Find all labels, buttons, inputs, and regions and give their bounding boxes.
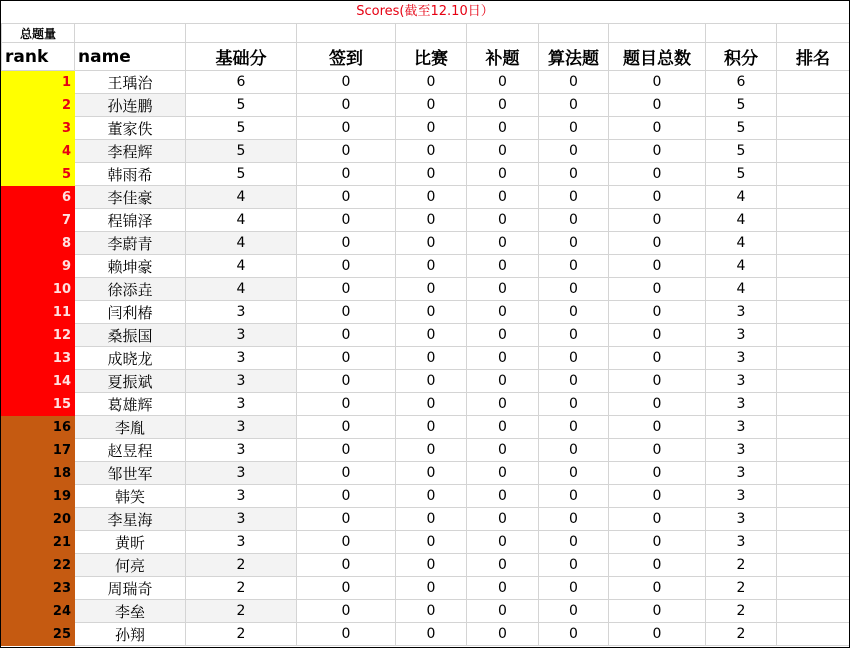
algorithm-cell[interactable]: 0 — [539, 255, 609, 278]
algorithm-cell[interactable]: 0 — [539, 577, 609, 600]
rank-cell[interactable]: 12 — [2, 324, 75, 347]
signin-cell[interactable]: 0 — [297, 439, 396, 462]
name-cell[interactable]: 桑振国 — [75, 324, 186, 347]
signin-cell[interactable]: 0 — [297, 278, 396, 301]
upsolve-cell[interactable]: 0 — [467, 209, 539, 232]
algorithm-cell[interactable]: 0 — [539, 186, 609, 209]
place-cell[interactable] — [777, 140, 850, 163]
signin-cell[interactable]: 0 — [297, 163, 396, 186]
algorithm-cell[interactable]: 0 — [539, 485, 609, 508]
header-points[interactable]: 积分 — [706, 43, 777, 71]
points-cell[interactable]: 2 — [706, 577, 777, 600]
algorithm-cell[interactable]: 0 — [539, 531, 609, 554]
base-score-cell[interactable]: 3 — [186, 393, 297, 416]
contest-cell[interactable]: 0 — [396, 163, 467, 186]
signin-cell[interactable]: 0 — [297, 508, 396, 531]
total-problems-cell[interactable]: 0 — [609, 209, 706, 232]
name-cell[interactable]: 赵昱程 — [75, 439, 186, 462]
rank-cell[interactable]: 17 — [2, 439, 75, 462]
place-cell[interactable] — [777, 186, 850, 209]
place-cell[interactable] — [777, 508, 850, 531]
rank-cell[interactable]: 18 — [2, 462, 75, 485]
contest-cell[interactable]: 0 — [396, 508, 467, 531]
table-row — [2, 71, 850, 94]
place-cell[interactable] — [777, 485, 850, 508]
contest-cell[interactable]: 0 — [396, 94, 467, 117]
algorithm-cell[interactable]: 0 — [539, 347, 609, 370]
signin-cell[interactable]: 0 — [297, 71, 396, 94]
points-cell[interactable]: 5 — [706, 117, 777, 140]
rank-cell[interactable]: 11 — [2, 301, 75, 324]
total-problems-cell[interactable]: 0 — [609, 140, 706, 163]
total-questions-label[interactable]: 总题量 — [2, 24, 75, 43]
contest-cell[interactable]: 0 — [396, 577, 467, 600]
points-cell[interactable]: 3 — [706, 439, 777, 462]
rank-cell[interactable]: 3 — [2, 117, 75, 140]
signin-cell[interactable]: 0 — [297, 577, 396, 600]
header-rank[interactable]: rank — [2, 43, 75, 71]
name-cell[interactable]: 邹世军 — [75, 462, 186, 485]
base-score-cell[interactable]: 4 — [186, 209, 297, 232]
points-cell[interactable]: 5 — [706, 163, 777, 186]
table-row — [2, 416, 850, 439]
rank-cell[interactable]: 13 — [2, 347, 75, 370]
rank-cell[interactable]: 22 — [2, 554, 75, 577]
name-cell[interactable]: 李星海 — [75, 508, 186, 531]
table-row — [2, 94, 850, 117]
header-row — [2, 43, 850, 71]
algorithm-cell[interactable]: 0 — [539, 439, 609, 462]
algorithm-cell[interactable]: 0 — [539, 140, 609, 163]
place-cell[interactable] — [777, 324, 850, 347]
signin-cell[interactable]: 0 — [297, 301, 396, 324]
empty-cell[interactable] — [609, 24, 706, 43]
base-score-cell[interactable]: 4 — [186, 255, 297, 278]
total-problems-cell[interactable]: 0 — [609, 301, 706, 324]
rank-cell[interactable]: 5 — [2, 163, 75, 186]
upsolve-cell[interactable]: 0 — [467, 600, 539, 623]
empty-cell[interactable] — [539, 24, 609, 43]
base-score-cell[interactable]: 3 — [186, 370, 297, 393]
base-score-cell[interactable]: 4 — [186, 278, 297, 301]
base-score-cell[interactable]: 2 — [186, 577, 297, 600]
total-problems-cell[interactable]: 0 — [609, 117, 706, 140]
points-cell[interactable]: 6 — [706, 71, 777, 94]
base-score-cell[interactable]: 3 — [186, 508, 297, 531]
signin-cell[interactable]: 0 — [297, 140, 396, 163]
rank-cell[interactable]: 14 — [2, 370, 75, 393]
place-cell[interactable] — [777, 370, 850, 393]
place-cell[interactable] — [777, 255, 850, 278]
upsolve-cell[interactable]: 0 — [467, 416, 539, 439]
points-cell[interactable]: 3 — [706, 347, 777, 370]
points-cell[interactable]: 3 — [706, 508, 777, 531]
total-problems-cell[interactable]: 0 — [609, 439, 706, 462]
base-score-cell[interactable]: 2 — [186, 623, 297, 646]
points-cell[interactable]: 4 — [706, 186, 777, 209]
place-cell[interactable] — [777, 600, 850, 623]
algorithm-cell[interactable]: 0 — [539, 117, 609, 140]
points-cell[interactable]: 5 — [706, 94, 777, 117]
total-problems-cell[interactable]: 0 — [609, 531, 706, 554]
table-row — [2, 623, 850, 646]
place-cell[interactable] — [777, 416, 850, 439]
rank-cell[interactable]: 9 — [2, 255, 75, 278]
base-score-cell[interactable]: 3 — [186, 531, 297, 554]
total-problems-cell[interactable]: 0 — [609, 347, 706, 370]
base-score-cell[interactable]: 4 — [186, 232, 297, 255]
name-cell[interactable]: 李蔚青 — [75, 232, 186, 255]
points-cell[interactable]: 4 — [706, 232, 777, 255]
signin-cell[interactable]: 0 — [297, 117, 396, 140]
signin-cell[interactable]: 0 — [297, 416, 396, 439]
header-contest[interactable]: 比赛 — [396, 43, 467, 71]
algorithm-cell[interactable]: 0 — [539, 94, 609, 117]
contest-cell[interactable]: 0 — [396, 301, 467, 324]
points-cell[interactable]: 2 — [706, 554, 777, 577]
empty-cell[interactable] — [75, 24, 186, 43]
header-algorithm[interactable]: 算法题 — [539, 43, 609, 71]
empty-cell[interactable] — [396, 24, 467, 43]
table-row — [2, 600, 850, 623]
table-row — [2, 439, 850, 462]
header-place[interactable]: 排名 — [777, 43, 850, 71]
table-row — [2, 347, 850, 370]
name-cell[interactable]: 孙翔 — [75, 623, 186, 646]
base-score-cell[interactable]: 5 — [186, 163, 297, 186]
points-cell[interactable]: 3 — [706, 485, 777, 508]
upsolve-cell[interactable]: 0 — [467, 554, 539, 577]
empty-cell[interactable] — [777, 24, 850, 43]
signin-cell[interactable]: 0 — [297, 324, 396, 347]
total-problems-cell[interactable]: 0 — [609, 508, 706, 531]
upsolve-cell[interactable]: 0 — [467, 577, 539, 600]
base-score-cell[interactable]: 3 — [186, 462, 297, 485]
upsolve-cell[interactable]: 0 — [467, 301, 539, 324]
rank-cell[interactable]: 25 — [2, 623, 75, 646]
total-problems-cell[interactable]: 0 — [609, 278, 706, 301]
points-cell[interactable]: 4 — [706, 255, 777, 278]
table-row — [2, 485, 850, 508]
upsolve-cell[interactable]: 0 — [467, 140, 539, 163]
name-cell[interactable]: 李程辉 — [75, 140, 186, 163]
name-cell[interactable]: 徐添垚 — [75, 278, 186, 301]
signin-cell[interactable]: 0 — [297, 94, 396, 117]
points-cell[interactable]: 2 — [706, 623, 777, 646]
rank-cell[interactable]: 19 — [2, 485, 75, 508]
total-problems-cell[interactable]: 0 — [609, 71, 706, 94]
base-score-cell[interactable]: 3 — [186, 416, 297, 439]
table-row — [2, 255, 850, 278]
algorithm-cell[interactable]: 0 — [539, 278, 609, 301]
upsolve-cell[interactable]: 0 — [467, 278, 539, 301]
empty-cell[interactable] — [706, 24, 777, 43]
base-score-cell[interactable]: 5 — [186, 117, 297, 140]
base-score-cell[interactable]: 3 — [186, 485, 297, 508]
rank-cell[interactable]: 16 — [2, 416, 75, 439]
points-cell[interactable]: 4 — [706, 209, 777, 232]
total-problems-cell[interactable]: 0 — [609, 163, 706, 186]
algorithm-cell[interactable]: 0 — [539, 301, 609, 324]
algorithm-cell[interactable]: 0 — [539, 232, 609, 255]
name-cell[interactable]: 韩笑 — [75, 485, 186, 508]
contest-cell[interactable]: 0 — [396, 324, 467, 347]
points-cell[interactable]: 3 — [706, 462, 777, 485]
contest-cell[interactable]: 0 — [396, 462, 467, 485]
points-cell[interactable]: 3 — [706, 324, 777, 347]
header-upsolve[interactable]: 补题 — [467, 43, 539, 71]
rank-cell[interactable]: 10 — [2, 278, 75, 301]
algorithm-cell[interactable]: 0 — [539, 370, 609, 393]
table-row — [2, 232, 850, 255]
name-cell[interactable]: 孙连鹏 — [75, 94, 186, 117]
algorithm-cell[interactable]: 0 — [539, 462, 609, 485]
table-row — [2, 462, 850, 485]
contest-cell[interactable]: 0 — [396, 485, 467, 508]
table-row — [2, 324, 850, 347]
name-cell[interactable]: 董家佚 — [75, 117, 186, 140]
total-problems-cell[interactable]: 0 — [609, 324, 706, 347]
table-row — [2, 393, 850, 416]
table-row — [2, 209, 850, 232]
base-score-cell[interactable]: 3 — [186, 301, 297, 324]
upsolve-cell[interactable]: 0 — [467, 163, 539, 186]
upsolve-cell[interactable]: 0 — [467, 485, 539, 508]
table-row — [2, 370, 850, 393]
algorithm-cell[interactable]: 0 — [539, 554, 609, 577]
signin-cell[interactable]: 0 — [297, 554, 396, 577]
place-cell[interactable] — [777, 623, 850, 646]
place-cell[interactable] — [777, 232, 850, 255]
base-score-cell[interactable]: 3 — [186, 439, 297, 462]
base-score-cell[interactable]: 3 — [186, 324, 297, 347]
total-problems-cell[interactable]: 0 — [609, 370, 706, 393]
contest-cell[interactable]: 0 — [396, 370, 467, 393]
table-row — [2, 508, 850, 531]
algorithm-cell[interactable]: 0 — [539, 623, 609, 646]
name-cell[interactable]: 李佳豪 — [75, 186, 186, 209]
signin-cell[interactable]: 0 — [297, 462, 396, 485]
signin-cell[interactable]: 0 — [297, 209, 396, 232]
total-problems-cell[interactable]: 0 — [609, 485, 706, 508]
total-problems-cell[interactable]: 0 — [609, 554, 706, 577]
contest-cell[interactable]: 0 — [396, 117, 467, 140]
total-problems-cell[interactable]: 0 — [609, 232, 706, 255]
table-row — [2, 163, 850, 186]
table-row — [2, 278, 850, 301]
algorithm-cell[interactable]: 0 — [539, 600, 609, 623]
base-score-cell[interactable]: 5 — [186, 94, 297, 117]
name-cell[interactable]: 夏振斌 — [75, 370, 186, 393]
rank-cell[interactable]: 4 — [2, 140, 75, 163]
name-cell[interactable]: 王瑀治 — [75, 71, 186, 94]
contest-cell[interactable]: 0 — [396, 209, 467, 232]
contest-cell[interactable]: 0 — [396, 140, 467, 163]
place-cell[interactable] — [777, 278, 850, 301]
upsolve-cell[interactable]: 0 — [467, 531, 539, 554]
upsolve-cell[interactable]: 0 — [467, 117, 539, 140]
table-row — [2, 140, 850, 163]
points-cell[interactable]: 3 — [706, 531, 777, 554]
upsolve-cell[interactable]: 0 — [467, 623, 539, 646]
rank-cell[interactable]: 6 — [2, 186, 75, 209]
rank-cell[interactable]: 24 — [2, 600, 75, 623]
contest-cell[interactable]: 0 — [396, 71, 467, 94]
table-row — [2, 186, 850, 209]
algorithm-cell[interactable]: 0 — [539, 416, 609, 439]
place-cell[interactable] — [777, 577, 850, 600]
base-score-cell[interactable]: 2 — [186, 600, 297, 623]
upsolve-cell[interactable]: 0 — [467, 393, 539, 416]
contest-cell[interactable]: 0 — [396, 393, 467, 416]
contest-cell[interactable]: 0 — [396, 623, 467, 646]
place-cell[interactable] — [777, 117, 850, 140]
name-cell[interactable]: 李胤 — [75, 416, 186, 439]
algorithm-cell[interactable]: 0 — [539, 508, 609, 531]
name-cell[interactable]: 韩雨希 — [75, 163, 186, 186]
algorithm-cell[interactable]: 0 — [539, 163, 609, 186]
points-cell[interactable]: 3 — [706, 416, 777, 439]
total-problems-cell[interactable]: 0 — [609, 416, 706, 439]
empty-cell[interactable] — [297, 24, 396, 43]
contest-cell[interactable]: 0 — [396, 600, 467, 623]
rank-cell[interactable]: 15 — [2, 393, 75, 416]
base-score-cell[interactable]: 3 — [186, 347, 297, 370]
place-cell[interactable] — [777, 163, 850, 186]
place-cell[interactable] — [777, 462, 850, 485]
rank-cell[interactable]: 2 — [2, 94, 75, 117]
contest-cell[interactable]: 0 — [396, 531, 467, 554]
upsolve-cell[interactable]: 0 — [467, 347, 539, 370]
name-cell[interactable]: 赖坤豪 — [75, 255, 186, 278]
upsolve-cell[interactable]: 0 — [467, 439, 539, 462]
place-cell[interactable] — [777, 301, 850, 324]
name-cell[interactable]: 周瑞奇 — [75, 577, 186, 600]
signin-cell[interactable]: 0 — [297, 393, 396, 416]
header-signin[interactable]: 签到 — [297, 43, 396, 71]
points-cell[interactable]: 5 — [706, 140, 777, 163]
algorithm-cell[interactable]: 0 — [539, 209, 609, 232]
empty-cell[interactable] — [467, 24, 539, 43]
points-cell[interactable]: 4 — [706, 278, 777, 301]
name-cell[interactable]: 葛雄辉 — [75, 393, 186, 416]
name-cell[interactable]: 黄昕 — [75, 531, 186, 554]
scores-table — [1, 23, 850, 646]
header-total-problems[interactable]: 题目总数 — [609, 43, 706, 71]
contest-cell[interactable]: 0 — [396, 416, 467, 439]
algorithm-cell[interactable]: 0 — [539, 324, 609, 347]
table-row — [2, 554, 850, 577]
total-problems-cell[interactable]: 0 — [609, 94, 706, 117]
total-problems-cell[interactable]: 0 — [609, 623, 706, 646]
total-problems-cell[interactable]: 0 — [609, 393, 706, 416]
name-cell[interactable]: 程锦泽 — [75, 209, 186, 232]
rank-cell[interactable]: 21 — [2, 531, 75, 554]
table-row — [2, 577, 850, 600]
base-score-cell[interactable]: 5 — [186, 140, 297, 163]
name-cell[interactable]: 成晓龙 — [75, 347, 186, 370]
signin-cell[interactable]: 0 — [297, 186, 396, 209]
points-cell[interactable]: 3 — [706, 393, 777, 416]
place-cell[interactable] — [777, 71, 850, 94]
contest-cell[interactable]: 0 — [396, 232, 467, 255]
total-problems-cell[interactable]: 0 — [609, 255, 706, 278]
rank-cell[interactable]: 7 — [2, 209, 75, 232]
rank-cell[interactable]: 8 — [2, 232, 75, 255]
signin-cell[interactable]: 0 — [297, 232, 396, 255]
total-problems-cell[interactable]: 0 — [609, 186, 706, 209]
place-cell[interactable] — [777, 347, 850, 370]
header-base-score[interactable]: 基础分 — [186, 43, 297, 71]
upsolve-cell[interactable]: 0 — [467, 94, 539, 117]
points-cell[interactable]: 3 — [706, 301, 777, 324]
name-cell[interactable]: 何亮 — [75, 554, 186, 577]
signin-cell[interactable]: 0 — [297, 531, 396, 554]
upsolve-cell[interactable]: 0 — [467, 370, 539, 393]
rank-cell[interactable]: 20 — [2, 508, 75, 531]
algorithm-cell[interactable]: 0 — [539, 71, 609, 94]
table-row — [2, 117, 850, 140]
place-cell[interactable] — [777, 393, 850, 416]
place-cell[interactable] — [777, 209, 850, 232]
contest-cell[interactable]: 0 — [396, 347, 467, 370]
table-row — [2, 301, 850, 324]
rank-cell[interactable]: 1 — [2, 71, 75, 94]
total-problems-cell[interactable]: 0 — [609, 577, 706, 600]
place-cell[interactable] — [777, 94, 850, 117]
name-cell[interactable]: 李垒 — [75, 600, 186, 623]
base-score-cell[interactable]: 4 — [186, 186, 297, 209]
total-problems-cell[interactable]: 0 — [609, 462, 706, 485]
upsolve-cell[interactable]: 0 — [467, 71, 539, 94]
total-label-row — [2, 24, 850, 43]
header-name[interactable]: name — [75, 43, 186, 71]
algorithm-cell[interactable]: 0 — [539, 393, 609, 416]
upsolve-cell[interactable]: 0 — [467, 508, 539, 531]
empty-cell[interactable] — [186, 24, 297, 43]
signin-cell[interactable]: 0 — [297, 485, 396, 508]
points-cell[interactable]: 3 — [706, 370, 777, 393]
signin-cell[interactable]: 0 — [297, 370, 396, 393]
place-cell[interactable] — [777, 439, 850, 462]
signin-cell[interactable]: 0 — [297, 600, 396, 623]
signin-cell[interactable]: 0 — [297, 347, 396, 370]
place-cell[interactable] — [777, 531, 850, 554]
contest-cell[interactable]: 0 — [396, 439, 467, 462]
upsolve-cell[interactable]: 0 — [467, 186, 539, 209]
rank-cell[interactable]: 23 — [2, 577, 75, 600]
contest-cell[interactable]: 0 — [396, 554, 467, 577]
upsolve-cell[interactable]: 0 — [467, 255, 539, 278]
table-row — [2, 531, 850, 554]
total-problems-cell[interactable]: 0 — [609, 600, 706, 623]
upsolve-cell[interactable]: 0 — [467, 462, 539, 485]
sheet-title[interactable]: Scores(截至12.10日） — [1, 1, 849, 24]
contest-cell[interactable]: 0 — [396, 255, 467, 278]
contest-cell[interactable]: 0 — [396, 278, 467, 301]
upsolve-cell[interactable]: 0 — [467, 324, 539, 347]
upsolve-cell[interactable]: 0 — [467, 232, 539, 255]
place-cell[interactable] — [777, 554, 850, 577]
signin-cell[interactable]: 0 — [297, 623, 396, 646]
points-cell[interactable]: 2 — [706, 600, 777, 623]
name-cell[interactable]: 闫利椿 — [75, 301, 186, 324]
base-score-cell[interactable]: 2 — [186, 554, 297, 577]
signin-cell[interactable]: 0 — [297, 255, 396, 278]
contest-cell[interactable]: 0 — [396, 186, 467, 209]
base-score-cell[interactable]: 6 — [186, 71, 297, 94]
